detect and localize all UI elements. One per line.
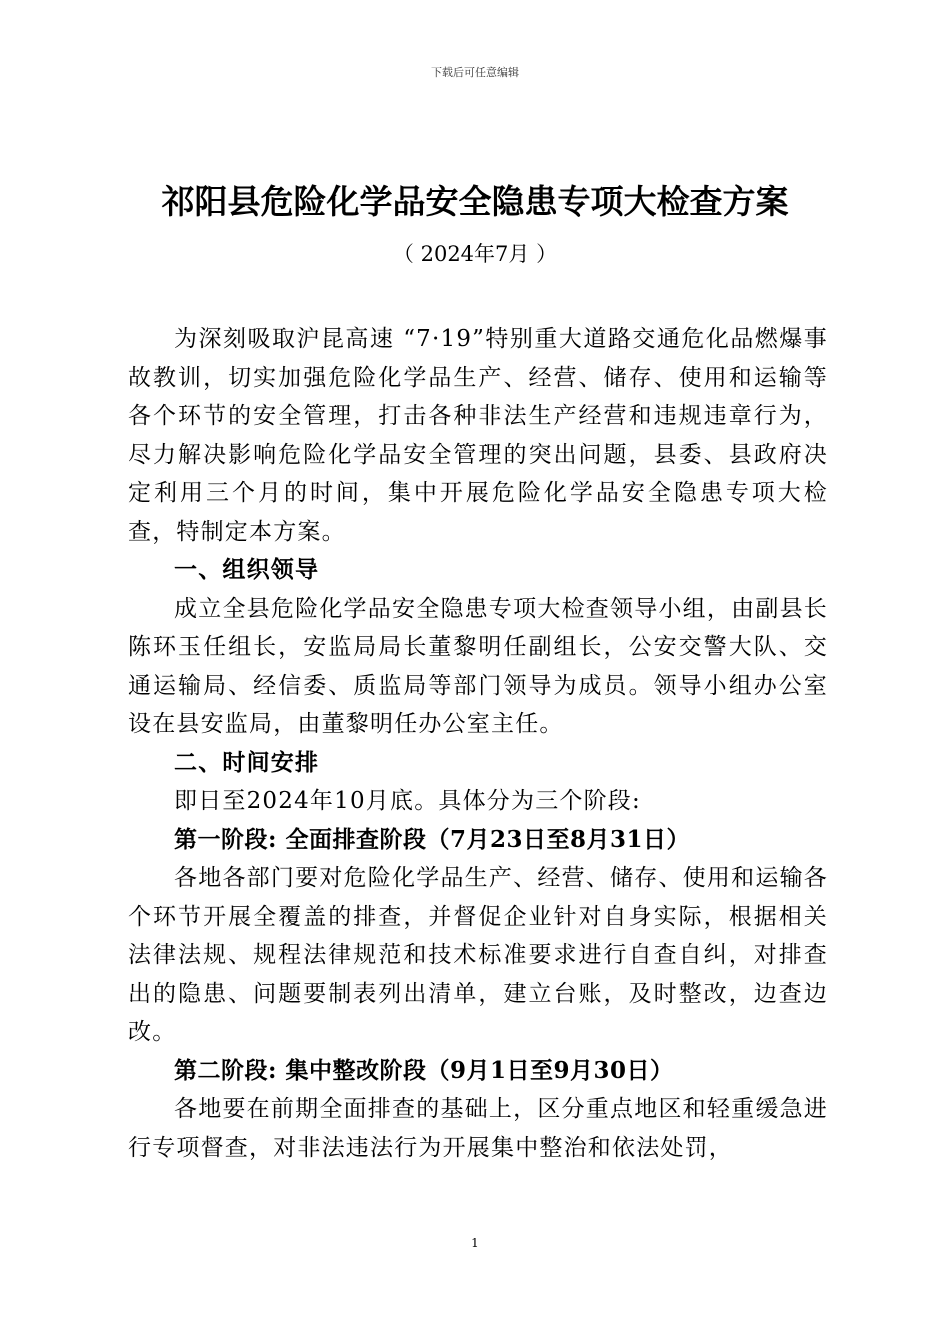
section-body-organization: 成立全县危险化学品安全隐患专项大检查领导小组，由副县长陈环玉任组长，安监局局长董黎明任副组长，公安交警大队、交通运输局、经信委、质监局等部门领导为成员。领导小组办公室设在县安监局，由董黎明任办公室主任。 <box>128 595 828 737</box>
document-title: 祁阳县危险化学品安全隐患专项大检查方案 <box>161 182 789 221</box>
document-body <box>128 320 828 1167</box>
page-number: 1 <box>471 1236 479 1250</box>
section-heading-schedule: 二、时间安排 <box>174 748 320 776</box>
header-note: 下载后可任意编辑 <box>431 66 519 79</box>
section-body-schedule: 即日至2024年10月底。具体分为三个阶段: <box>174 788 641 814</box>
stage-heading-2: 第二阶段: 集中整改阶段（9月1日至9月30日） <box>174 1056 674 1084</box>
document-date: （ 2024年7月 ） <box>392 242 558 266</box>
intro-paragraph: 为深刻吸取沪昆高速 “7·19”特别重大道路交通危化品燃爆事故教训，切实加强危险化学品生产、经营、储存、使用和运输等各个环节的安全管理，打击各种非法生产经营和违规违章行为，尽力解决影响危险化学品安全管理的突出问题，县委、县政府决定利用三个月的时间，集中开展危险化学品安全隐患专项大检查，特制定本方案。 <box>128 326 828 545</box>
stage-body-2: 各地要在前期全面排查的基础上，区分重点地区和轻重缓急进行专项督查，对非法违法行为开展集中整治和依法处罚， <box>128 1096 828 1161</box>
section-heading-organization: 一、组织领导 <box>174 556 320 583</box>
stage-body-1: 各地各部门要对危险化学品生产、经营、储存、使用和运输各个环节开展全覆盖的排查，并督促企业针对自身实际，根据相关法律法规、规程法律规范和技术标准要求进行自查自纠，对排查出的隐患、问题要制表列出清单，建立台账，及时整改，边查边改。 <box>128 865 828 1045</box>
stage-heading-1: 第一阶段: 全面排查阶段（7月23日至8月31日） <box>174 825 691 853</box>
